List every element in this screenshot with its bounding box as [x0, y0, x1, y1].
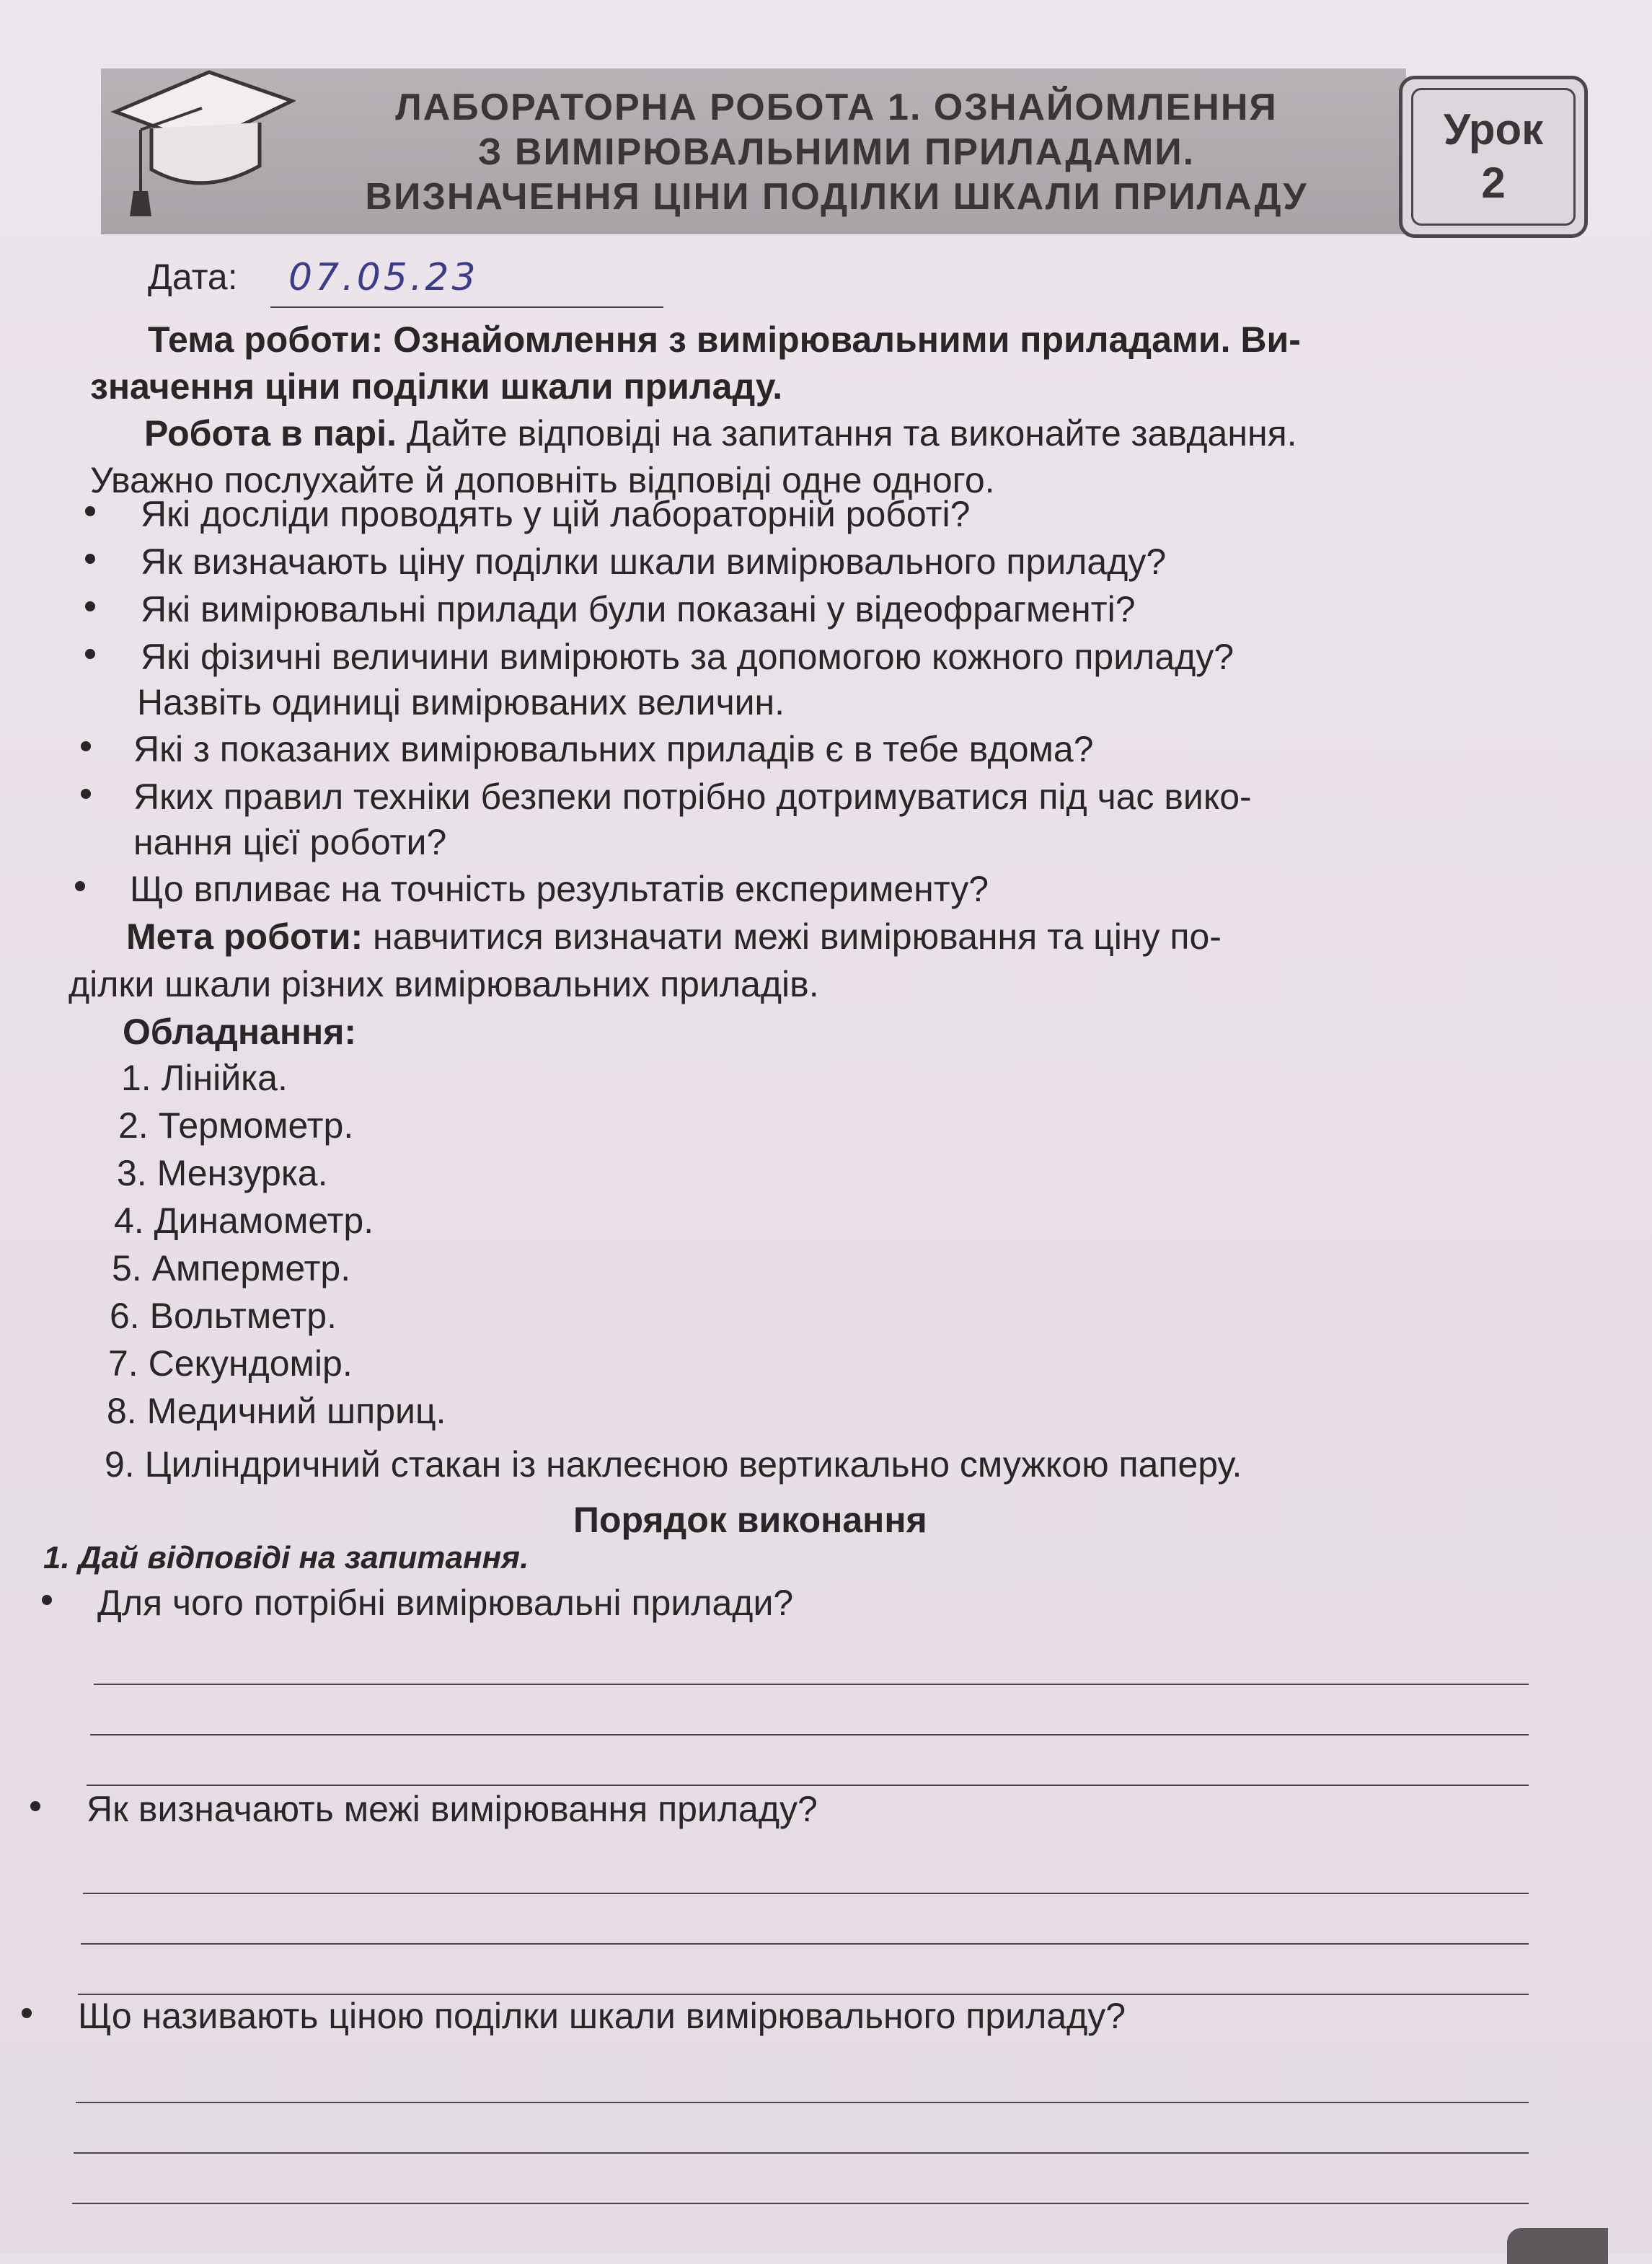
lesson-number: 2	[1481, 159, 1506, 207]
date-underline	[270, 306, 663, 308]
question-item: Як визначають ціну поділки шкали вимірювального приладу?	[141, 541, 1167, 582]
goal-text: навчитися визначати межі вимірювання та ціну по-	[363, 916, 1222, 957]
procedure-question-1: Для чого потрібні вимірювальні прилади?	[97, 1583, 794, 1623]
topic-line-1: Тема роботи: Ознайомлення з вимірювальними приладами. Ви-	[148, 319, 1301, 360]
question-item-continued: Назвіть одиниці вимірюваних величин.	[137, 682, 785, 722]
question-item: Які досліди проводять у цій лабораторній роботі?	[141, 494, 971, 534]
question-item: Що впливає на точність результатів експерименту?	[130, 869, 989, 909]
equipment-item: 4. Динамометр.	[114, 1200, 374, 1241]
equipment-item: 7. Секундомір.	[108, 1343, 353, 1384]
goal-line-1	[126, 914, 1222, 959]
bullet-dot	[85, 506, 95, 516]
bullet-dot	[81, 789, 91, 799]
bullet-dot	[85, 554, 95, 564]
answer-line[interactable]	[81, 1943, 1529, 1945]
goal-line-2: ділки шкали різних вимірювальних приладів.	[69, 964, 819, 1004]
pair-work-line-2: Уважно послухайте й доповніть відповіді одне одного.	[90, 460, 995, 500]
lesson-badge	[1399, 76, 1588, 238]
bullet-dot	[75, 881, 85, 891]
date-label: Дата:	[148, 257, 238, 297]
answer-line[interactable]	[90, 1734, 1529, 1735]
answer-line[interactable]	[72, 2203, 1529, 2204]
pair-work-lead: Робота в парі.	[144, 413, 397, 454]
bullet-dot	[85, 601, 95, 611]
page-corner-tab	[1507, 2228, 1608, 2264]
title-line-3: ВИЗНАЧЕННЯ ЦІНИ ПОДІЛКИ ШКАЛИ ПРИЛАДУ	[365, 176, 1308, 218]
procedure-question-2: Як визначають межі вимірювання приладу?	[87, 1789, 818, 1829]
equipment-item: 2. Термометр.	[118, 1105, 354, 1146]
topic-line-2: значення ціни поділки шкали приладу.	[90, 366, 783, 407]
equipment-item: 9. Циліндричний стакан із наклеєною вертикально смужкою паперу.	[105, 1444, 1242, 1485]
title-line-1: ЛАБОРАТОРНА РОБОТА 1. ОЗНАЙОМЛЕННЯ	[395, 87, 1278, 128]
lesson-badge-inner	[1411, 88, 1576, 226]
lesson-label: Урок	[1443, 105, 1544, 154]
lab-work-title	[288, 85, 1384, 219]
goal-lead: Мета роботи:	[126, 916, 363, 957]
date-value[interactable]: 07.05.23	[288, 256, 479, 299]
bullet-dot	[85, 649, 95, 659]
answer-line[interactable]	[94, 1684, 1529, 1685]
pair-work-line-1	[144, 411, 1297, 456]
bullet-dot	[30, 1801, 40, 1811]
answer-line[interactable]	[76, 2102, 1529, 2103]
procedure-question-3: Що називають ціною поділки шкали вимірювального приладу?	[78, 1996, 1126, 2036]
question-item: Яких правил техніки безпеки потрібно дотримуватися під час вико-	[133, 777, 1252, 817]
equipment-item: 8. Медичний шприц.	[107, 1391, 446, 1431]
question-item-continued: нання цієї роботи?	[133, 822, 447, 862]
equipment-item: 5. Амперметр.	[112, 1248, 351, 1288]
question-item: Які вимірювальні прилади були показані у відеофрагменті?	[141, 589, 1136, 629]
equipment-item: 3. Мензурка.	[117, 1153, 328, 1193]
answer-line[interactable]	[83, 1893, 1529, 1894]
graduation-cap-icon	[108, 43, 296, 216]
equipment-heading: Обладнання:	[123, 1012, 357, 1052]
bullet-dot	[22, 2008, 32, 2018]
procedure-heading: Порядок виконання	[573, 1500, 927, 1540]
answer-line[interactable]	[87, 1785, 1529, 1786]
title-line-2: З ВИМІРЮВАЛЬНИМИ ПРИЛАДАМИ.	[477, 131, 1196, 173]
question-item: Які фізичні величини вимірюють за допомогою кожного приладу?	[141, 637, 1234, 677]
bullet-dot	[42, 1595, 52, 1605]
procedure-step-1: 1. Дай відповіді на запитання.	[43, 1540, 529, 1575]
equipment-item: 1. Лінійка.	[121, 1058, 288, 1098]
pair-work-text: Дайте відповіді на запитання та виконайте завдання.	[396, 413, 1297, 454]
equipment-item: 6. Вольтметр.	[110, 1296, 337, 1336]
bullet-dot	[81, 741, 91, 751]
answer-line[interactable]	[74, 2152, 1529, 2154]
question-item: Які з показаних вимірювальних приладів є в тебе вдома?	[133, 729, 1094, 769]
